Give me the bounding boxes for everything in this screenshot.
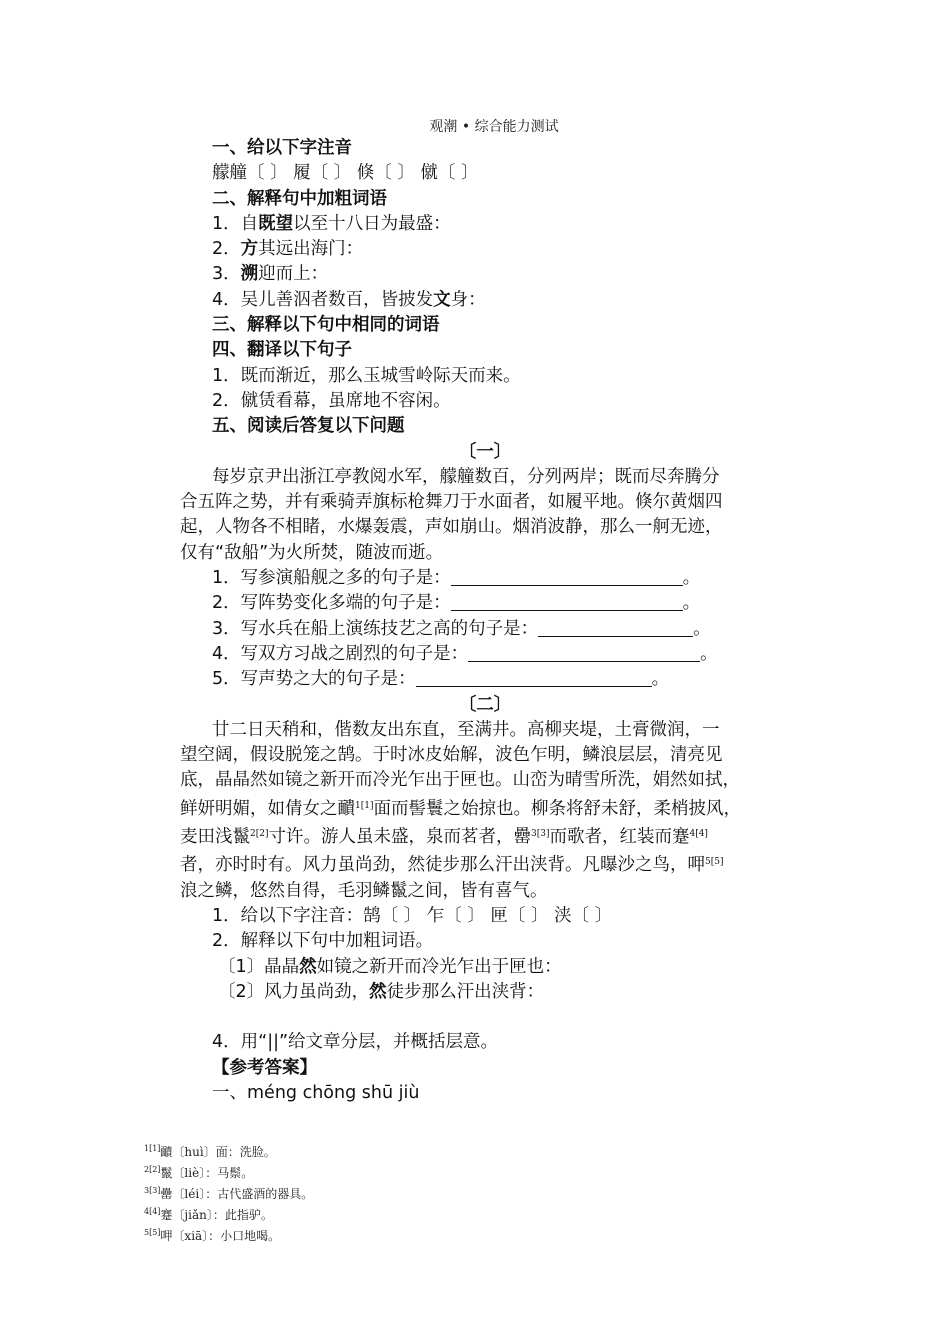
bold-word: 然: [369, 981, 387, 1002]
page-header: 观潮 • 综合能力测试: [429, 119, 559, 135]
passage-2-line: 底，晶晶然如镜之新开而冷光乍出于匣也。山峦为晴雪所洗，娟然如拭，: [180, 770, 740, 791]
section-2-question-3: 3．溯迎而上：: [212, 264, 329, 285]
part-2-question-2-2: 〔2〕风力虽尚劲，然徒步那么汗出浃背：: [218, 981, 545, 1002]
passage-2-line: 廿二日天稍和，偕数友出东直，至满井。高柳夹堤，土膏微润，一: [212, 719, 720, 740]
footnote-ref[interactable]: 2[2]: [250, 829, 269, 840]
passage-2-line: 者，亦时时有。风力虽尚劲，然徒步那么汗出浃背。凡曝沙之鸟，呷$^{5[5]}$: [180, 855, 724, 876]
bold-word: 方: [240, 239, 259, 260]
section-2-question-2: 2．方其远出海门：: [212, 239, 364, 260]
passage-1: [180, 465, 790, 566]
footnote: $^{2[2]}$鬣〔liè〕：马鬃。: [144, 1165, 254, 1180]
passage-2-line: 麦田浅鬣$^{2[2]}$寸许。游人虽未盛，泉而茗者，罍$^{3[3]}$而歌者，红装而蹇$^{4[4]}$: [180, 827, 708, 848]
footnotes: [144, 1140, 313, 1245]
footnote-mark: 3[3]: [144, 1186, 161, 1195]
passage-1-line: 合五阵之势，并有乘骑弄旗标枪舞刀于水面者，如履平地。倏尔黄烟四: [180, 492, 723, 513]
part-1-question-5: 5．写声势之大的句子是： 。: [212, 669, 670, 690]
footnote-mark: 4[4]: [144, 1207, 161, 1216]
passage-2-line: 鲜妍明媚，如倩女之靧$^{1[1]}$面而髻鬟之始掠也。柳条将舒未舒，柔梢披风，: [180, 798, 741, 819]
section-5-title: 五、阅读后答复以下问题: [212, 416, 405, 437]
bold-word: 文: [433, 289, 451, 310]
bold-word: 溯: [240, 264, 259, 285]
part-1-question-3: 3．写水兵在船上演练技艺之高的句子是： 。: [212, 618, 711, 639]
part-2-label: 〔二〕: [458, 694, 512, 715]
bold-word: 既望: [258, 213, 294, 234]
part-1-question-4: 4．写双方习战之剧烈的句子是： 。: [212, 643, 718, 664]
footnote-mark: 2[2]: [144, 1165, 161, 1174]
passage-2: [180, 718, 790, 904]
footnote-ref[interactable]: 3[3]: [530, 829, 550, 840]
part-1-label: 〔一〕: [458, 441, 512, 462]
footnote: $^{3[3]}$罍〔léi〕：古代盛酒的器具。: [144, 1186, 314, 1201]
passage-1-line: 起，人物各不相睹，水爆轰震，声如崩山。烟消波静，那么一舸无迹，: [180, 517, 723, 538]
answer-blank[interactable]: [538, 619, 693, 637]
passage-1-line: 每岁京尹出浙江亭教阅水军，艨艟数百，分列两岸；既而尽奔腾分: [212, 466, 720, 487]
section-4-title: 四、翻译以下句子: [212, 340, 352, 361]
section-2-question-4: 4．吴儿善泅者数百，皆披发文身：: [212, 289, 486, 310]
answer-blank[interactable]: [451, 568, 683, 586]
footnote-mark: 5[5]: [144, 1228, 161, 1237]
part-2-question-2: 2．解释以下句中加粗词语。: [212, 931, 434, 952]
part-1-question-2: 2．写阵势变化多端的句子是： 。: [212, 593, 701, 614]
section-3-title: 三、解释以下句中相同的词语: [212, 315, 440, 336]
footnote: $^{1[1]}$靧〔huì〕面：洗脸。: [144, 1144, 276, 1159]
section-1-items: 艨艟〔 〕 履〔 〕 倏〔 〕 僦〔 〕: [212, 163, 479, 184]
passage-2-line: 望空阔，假设脱笼之鹄。于时冰皮始解，波色乍明，鳞浪层层，清亮见: [180, 745, 723, 766]
answer-blank[interactable]: [416, 669, 652, 687]
part-2-question-2-1: 〔1〕晶晶然如镜之新开而冷光乍出于匣也：: [218, 956, 562, 977]
section-4-question-2: 2．僦赁看幕，虽席地不容闲。: [212, 390, 451, 411]
section-1-title: 一、给以下字注音: [212, 138, 352, 158]
part-2-question-4: 4．用“||”给文章分层，并概括层意。: [212, 1032, 499, 1053]
passage-2-line: 浪之鳞，悠然自得，毛羽鳞鬣之间，皆有喜气。: [180, 880, 548, 901]
section-2-question-1: 1．自既望以至十八日为最盛：: [212, 213, 451, 234]
answer-1: 一、méng chōng shū jiù: [212, 1082, 420, 1103]
answer-blank[interactable]: [451, 593, 683, 611]
footnote: $^{5[5]}$呷〔xiā〕：小口地喝。: [144, 1228, 281, 1243]
footnote-ref[interactable]: 5[5]: [705, 857, 724, 868]
bold-word: 然: [299, 956, 317, 977]
blank-line: [180, 1005, 790, 1030]
section-2-title: 二、解释句中加粗词语: [212, 188, 387, 209]
footnote: $^{4[4]}$蹇〔jiǎn〕：此指驴。: [144, 1207, 273, 1222]
passage-1-line: 仅有“敌船”为火所焚，随波而逝。: [180, 542, 444, 563]
answer-blank[interactable]: [468, 644, 700, 662]
document-body: [180, 136, 790, 1106]
footnote-ref[interactable]: 4[4]: [689, 829, 708, 840]
footnote-mark: 1[1]: [144, 1144, 161, 1153]
footnote-ref[interactable]: 1[1]: [355, 800, 374, 811]
part-1-question-1: 1．写参演船舰之多的句子是： 。: [212, 568, 701, 589]
section-4-question-1: 1．既而渐近，那么玉城雪岭际天而来。: [212, 365, 521, 386]
answers-title: 【参考答案】: [212, 1057, 317, 1078]
part-2-question-1: 1．给以下字注音：鹄〔 〕 乍〔 〕 匣〔 〕 浃〔 〕: [212, 905, 613, 926]
